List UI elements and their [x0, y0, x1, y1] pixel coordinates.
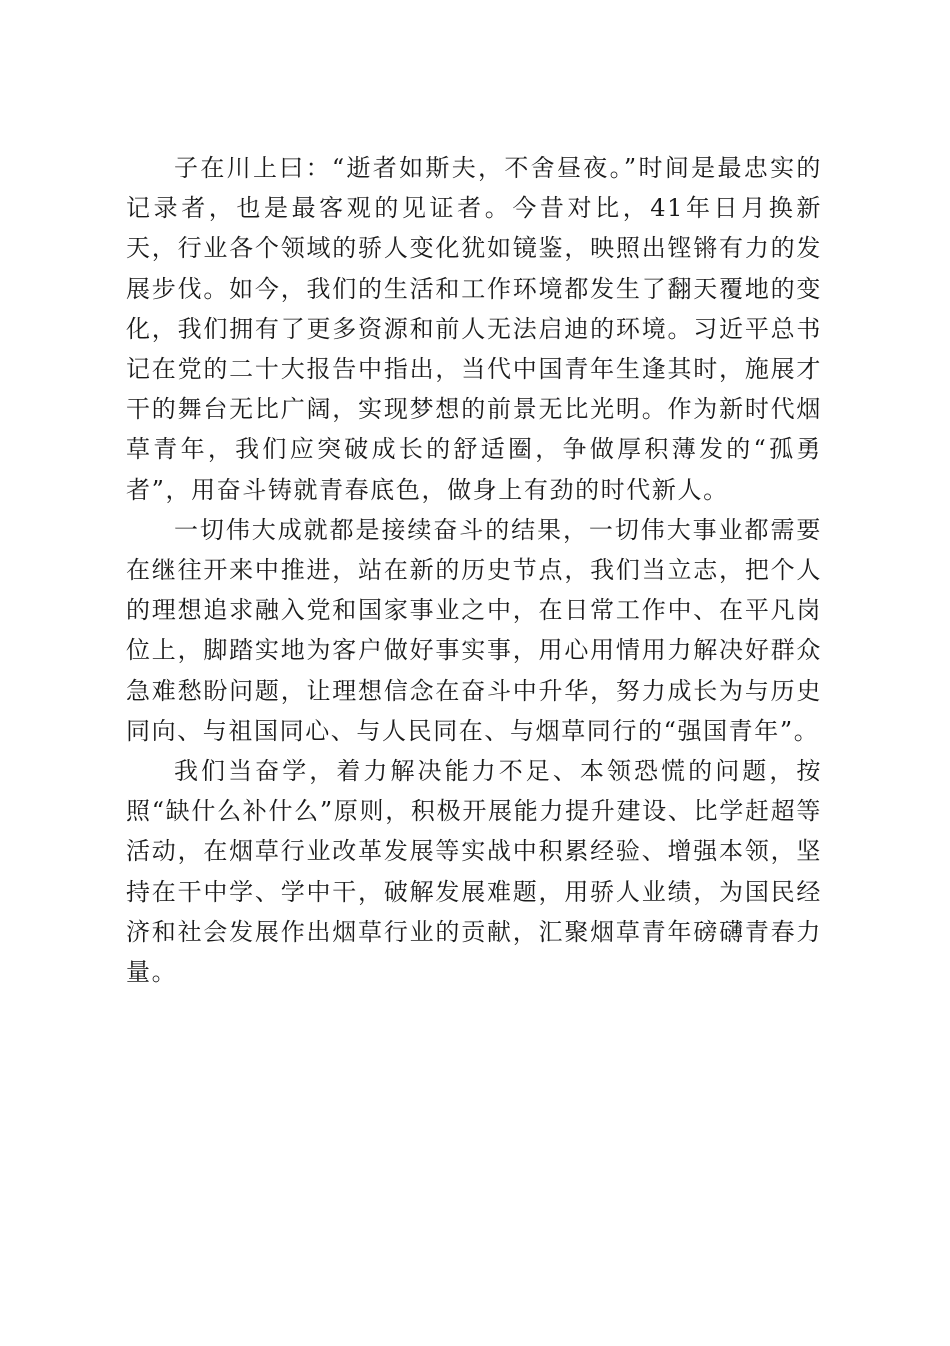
- paragraph-3: 我们当奋学，着力解决能力不足、本领恐慌的问题，按照“缺什么补什么”原则，积极开展能力提升建设、比学赶超等活动，在烟草行业改革发展等实战中积累经验、增强本领，坚持在干中学、学中干，破解发展难题，用骄人业绩，为国民经济和社会发展作出烟草行业的贡献，汇聚烟草青年磅礴青春力量。: [126, 757, 822, 987]
- document-body: [126, 148, 822, 992]
- paragraph-1: 子在川上曰：“逝者如斯夫，不舍昼夜。”时间是最忠实的记录者，也是最客观的见证者。今昔对比，41年日月换新天，行业各个领域的骄人变化犹如镜鉴，映照出铿锵有力的发展步伐。如今，我们的生活和工作环境都发生了翻天覆地的变化，我们拥有了更多资源和前人无法启迪的环境。习近平总书记在党的二十大报告中指出，当代中国青年生逢其时，施展才干的舞台无比广阔，实现梦想的前景无比光明。作为新时代烟草青年，我们应突破成长的舒适圈，争做厚积薄发的“孤勇者”，用奋斗铸就青春底色，做身上有劲的时代新人。: [126, 154, 822, 504]
- paragraph-2: 一切伟大成就都是接续奋斗的结果，一切伟大事业都需要在继往开来中推进，站在新的历史节点，我们当立志，把个人的理想追求融入党和国家事业之中，在日常工作中、在平凡岗位上，脚踏实地为客户做好事实事，用心用情用力解决好群众急难愁盼问题，让理想信念在奋斗中升华，努力成长为与历史同向、与祖国同心、与人民同在、与烟草同行的“强国青年”。: [126, 515, 822, 745]
